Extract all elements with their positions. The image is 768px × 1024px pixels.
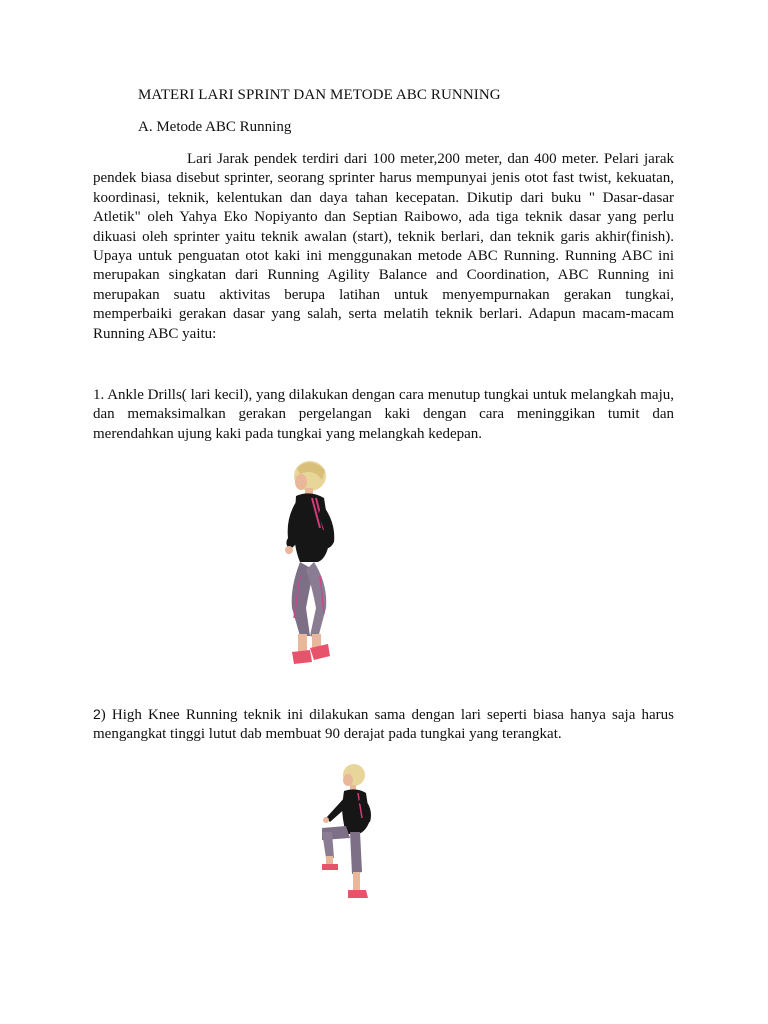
document-title: MATERI LARI SPRINT DAN METODE ABC RUNNING <box>138 87 501 103</box>
high-knee-number: 2 <box>93 706 101 722</box>
ankle-drills-illustration <box>270 458 360 678</box>
high-knee-paragraph <box>93 705 674 745</box>
section-heading: A. Metode ABC Running <box>138 119 292 135</box>
intro-paragraph: Lari Jarak pendek terdiri dari 100 meter,200 meter, dan 400 meter. Pelari jarak pendek biasa disebut sprinter, seorang sprinter harus mempunyai jenis otot fast twist, kekuatan, koordinasi, teknik, kelentukan dan daya tahan kecepatan. Dikutip dari buku " Dasar-dasar Atletik" oleh Yahya Eko Nopiyanto dan Septian Raibowo, ada tiga teknik dasar yang perlu dikuasi oleh sprinter yaitu teknik awalan (start), teknik berlari, dan teknik garis akhir(finish). Upaya untuk penguatan otot kaki ini menggunakan metode ABC Running. Running ABC ini merupakan singkatan dari Running Agility Balance and Coordination, ABC Running ini merupakan suatu aktivitas berupa latihan untuk menyempurnakan gerakan tungkai, memperbaiki gerakan dasar yang salah, serta melatih teknik berlari. Adapun macam-macam Running ABC yaitu: <box>93 151 674 342</box>
high-knee-illustration <box>312 762 392 908</box>
high-knee-text: ) High Knee Running teknik ini dilakukan sama dengan lari seperti biasa hanya saja harus mengangkat tinggi lutut dab membuat 90 derajat pada tungkai yang terangkat. <box>93 707 674 743</box>
ankle-drills-paragraph: 1. Ankle Drills( lari kecil), yang dilakukan dengan cara menutup tungkai untuk melangkah maju, dan memaksimalkan gerakan pergelangan kaki dengan cara meninggikan tumit dan merendahkan ujung kaki pada tungkai yang melangkah kedepan. <box>93 387 674 442</box>
